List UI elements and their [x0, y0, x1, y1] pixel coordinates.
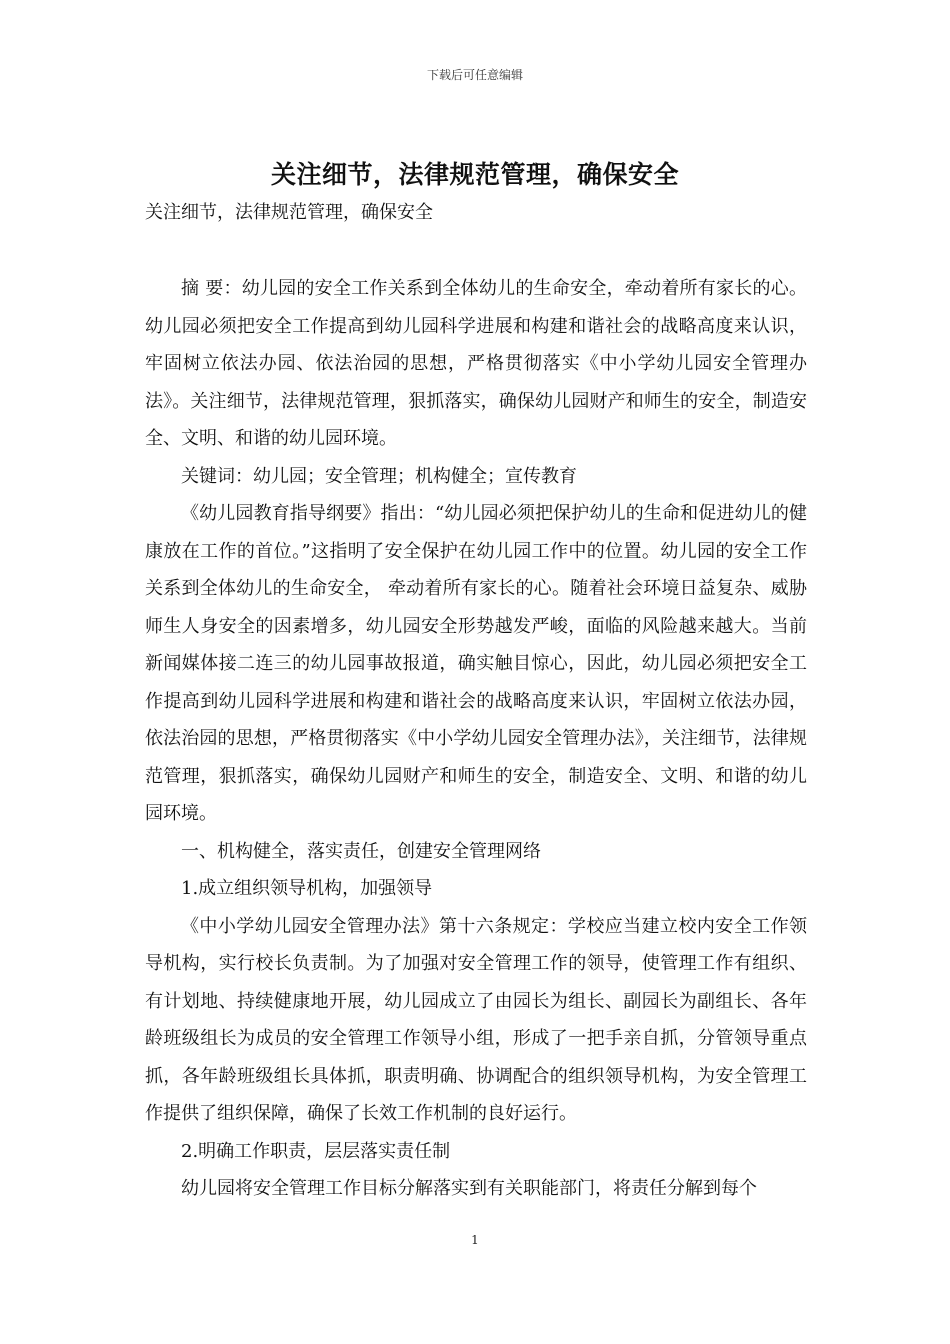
document-subtitle: 关注细节，法律规范管理，确保安全 — [145, 202, 433, 223]
header-note: 下载后可任意编辑 — [426, 68, 523, 82]
document-title: 关注细节，法律规范管理，确保安全 — [270, 160, 679, 189]
body-paragraph: 幼儿园将安全管理工作目标分解落实到有关职能部门，将责任分解到每个 — [181, 1178, 757, 1199]
keywords-paragraph: 关键词：幼儿园；安全管理；机构健全；宣传教育 — [181, 465, 577, 487]
section-heading-1: 一、机构健全，落实责任，创建安全管理网络 — [181, 840, 541, 862]
intro-paragraph: 《幼儿园教育指导纲要》指出：“幼儿园必须把保护幼儿的生命和促进幼儿的健康放在工作的首位。”这指明了安全保护在幼儿园工作中的位置。幼儿园的安全工作关系到全体幼儿的生命安全， 牵动着所有家长的心。随着社会环境日益复杂、威胁师生人身安全的因素增多，幼儿园安全形势越发严峻，面临的风险越来越大。当前新闻媒体接二连三的幼儿园事故报道，确实触目惊心，因此，幼儿园必须把安全工作提高到幼儿园科学进展和构建和谐社会的战略高度来认识，牢固树立依法办园，依法治园的思想，严格贯彻落实《中小学幼儿园安全管理办法》，关注细节，法律规范管理，狠抓落实，确保幼儿园财产和师生的安全，制造安全、文明、和谐的幼儿园环境。 — [145, 503, 807, 824]
body-paragraph: 《中小学幼儿园安全管理办法》第十六条规定：学校应当建立校内安全工作领导机构，实行校长负责制。为了加强对安全管理工作的领导，使管理工作有组织、有计划地、持续健康地开展，幼儿园成立了由园长为组长、副园长为副组长、各年龄班级组长为成员的安全管理工作领导小组，形成了一把手亲自抓，分管领导重点抓，各年龄班级组长具体抓，职责明确、协调配合的组织领导机构，为安全管理工作提供了组织保障，确保了长效工作机制的良好运行。 — [145, 915, 807, 1124]
document-body — [145, 270, 807, 1208]
abstract-paragraph: 摘 要：幼儿园的安全工作关系到全体幼儿的生命安全，牵动着所有家长的心。幼儿园必须把安全工作提高到幼儿园科学进展和构建和谐社会的战略高度来认识，牢固树立依法办园、依法治园的思想，严格贯彻落实《中小学幼儿园安全管理办法》。关注细节，法律规范管理，狠抓落实，确保幼儿园财产和师生的安全，制造安全、文明、和谐的幼儿园环境。 — [145, 278, 807, 449]
subsection-heading-2: 2.明确工作职责，层层落实责任制 — [181, 1140, 451, 1162]
page-number: 1 — [471, 1233, 479, 1247]
subsection-heading-1: 1.成立组织领导机构，加强领导 — [181, 878, 433, 899]
